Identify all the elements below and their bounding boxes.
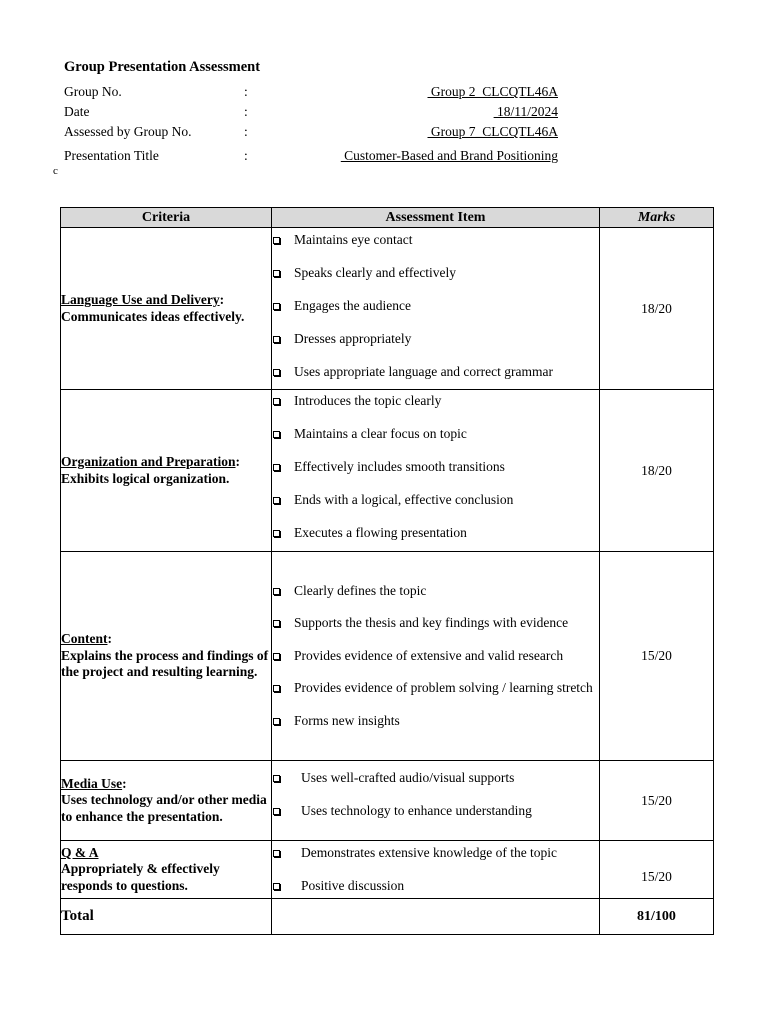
checklist-item: Maintains a clear focus on topic — [272, 426, 599, 443]
criteria-name: Media Use — [61, 775, 123, 791]
marks-cell: 15/20 — [600, 552, 714, 761]
colon: : — [244, 124, 248, 139]
assessed-by-value: Group 7_CLCQTL46A — [427, 124, 558, 139]
criteria-colon: : — [219, 292, 225, 307]
criteria-desc: Appropriately & effectively responds to questions. — [61, 861, 220, 893]
marks-cell: 18/20 — [600, 390, 714, 552]
page-title: Group Presentation Assessment — [64, 59, 261, 75]
criteria-colon: : — [235, 454, 241, 469]
checklist-item: Uses appropriate language and correct grammar — [272, 364, 599, 381]
checklist-item: Effectively includes smooth transitions — [272, 459, 599, 476]
checklist-item: Uses well-crafted audio/visual supports — [272, 770, 599, 787]
checklist-item: Speaks clearly and effectively — [272, 265, 599, 282]
criteria-name: Organization and Preparation — [61, 454, 236, 469]
colon: : — [244, 84, 248, 99]
items-cell — [272, 228, 600, 390]
criteria-cell — [61, 841, 272, 899]
table-row — [61, 841, 714, 899]
table-row — [61, 761, 714, 841]
criteria-cell — [61, 390, 272, 552]
info-row-group-no — [64, 84, 558, 102]
checklist-item: Ends with a logical, effective conclusion — [272, 492, 599, 509]
date-value: 18/11/2024 — [493, 104, 558, 119]
total-empty-cell — [272, 899, 600, 935]
info-row-presentation-title — [64, 148, 558, 166]
criteria-colon: : — [122, 775, 127, 791]
criteria-header: Criteria — [61, 208, 272, 228]
group-no-value: Group 2 CLCQTL46A — [427, 84, 558, 99]
criteria-desc: Uses technology and/or other media to enhance the presentation. — [61, 792, 267, 824]
colon: : — [244, 148, 248, 163]
checklist-item: Forms new insights — [272, 713, 599, 730]
checklist-item: Clearly defines the topic — [272, 583, 599, 600]
marks-cell: 15/20 — [600, 761, 714, 841]
table-row — [61, 228, 714, 390]
presentation-title-value: Customer-Based and Brand Positioning — [340, 148, 558, 163]
checklist-item: Positive discussion — [272, 878, 599, 895]
checklist-item: Demonstrates extensive knowledge of the topic — [272, 845, 599, 862]
criteria-desc: Communicates ideas effectively. — [61, 308, 245, 324]
checklist-item: Introduces the topic clearly — [272, 393, 599, 410]
checklist-item: Maintains eye contact — [272, 232, 599, 249]
items-cell — [272, 841, 600, 899]
marks-header: Marks — [600, 208, 714, 228]
date-label: Date — [64, 104, 90, 119]
table-row — [61, 552, 714, 761]
assessed-by-label: Assessed by Group No. — [64, 124, 192, 139]
checklist-item: Provides evidence of extensive and valid research — [272, 648, 599, 665]
group-no-label: Group No. — [64, 84, 122, 99]
criteria-name: Q & A — [61, 844, 99, 860]
criteria-name: Language Use and Delivery — [61, 292, 220, 307]
criteria-colon: : — [107, 631, 112, 647]
criteria-desc: Exhibits logical organization. — [61, 470, 230, 486]
criteria-cell — [61, 552, 272, 761]
items-cell — [272, 390, 600, 552]
checklist-item: Engages the audience — [272, 298, 599, 315]
marks-cell: 18/20 — [600, 228, 714, 390]
checklist-item: Supports the thesis and key findings with evidence — [272, 615, 599, 632]
checklist-item: Dresses appropriately — [272, 331, 599, 348]
table-row — [61, 390, 714, 552]
checklist-item: Provides evidence of problem solving / learning stretch — [272, 680, 599, 697]
criteria-desc: Explains the process and findings of the project and resulting learning. — [61, 647, 269, 680]
presentation-title-label: Presentation Title — [64, 148, 159, 163]
table-header-row — [61, 208, 714, 228]
marks-cell: 15/20 — [600, 841, 714, 899]
info-row-date — [64, 104, 558, 122]
criteria-cell — [61, 228, 272, 390]
checklist-item: Executes a flowing presentation — [272, 525, 599, 542]
assessment-table — [60, 207, 714, 935]
total-label: Total — [61, 899, 272, 935]
assessment-item-header: Assessment Item — [272, 208, 600, 228]
info-row-assessed-by — [64, 124, 558, 142]
total-row — [61, 899, 714, 935]
items-cell — [272, 761, 600, 841]
criteria-name: Content — [61, 631, 108, 647]
total-value: 81/100 — [600, 899, 714, 935]
items-cell — [272, 552, 600, 761]
stray-character: c — [53, 165, 58, 177]
checklist-item: Uses technology to enhance understanding — [272, 803, 599, 820]
colon: : — [244, 104, 248, 119]
criteria-cell — [61, 761, 272, 841]
